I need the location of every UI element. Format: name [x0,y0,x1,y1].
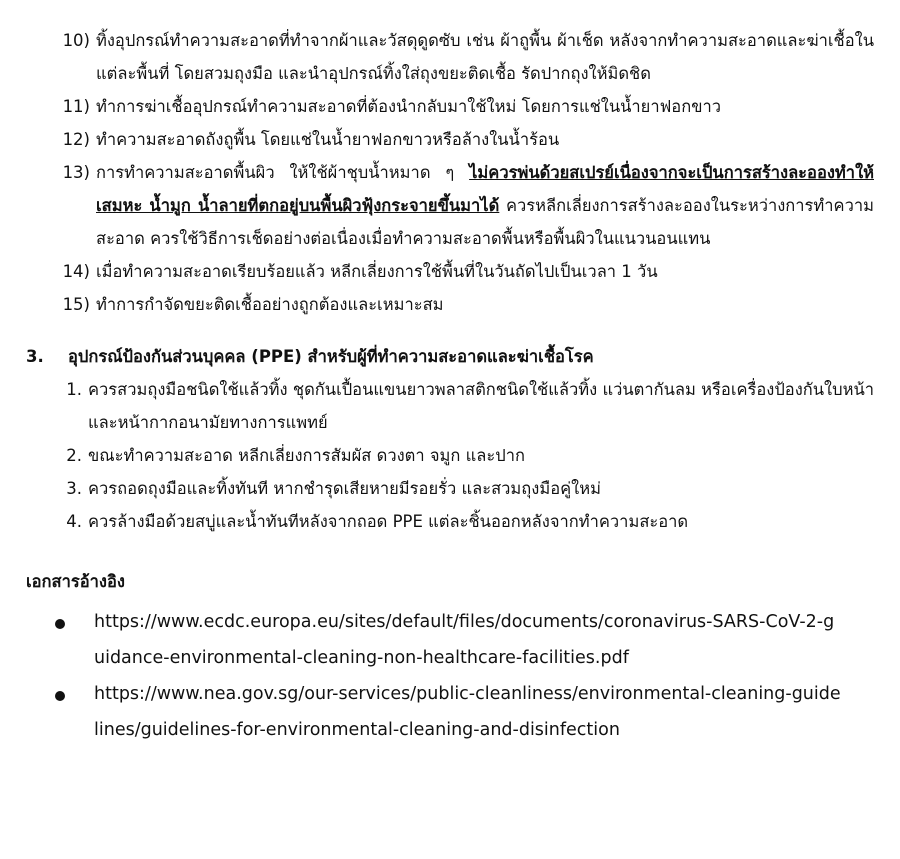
list-item [26,505,874,538]
list-item [26,472,874,505]
references-heading: เอกสารอ้างอิง [26,572,125,591]
item-number: 12) [62,130,90,149]
item-number: 2. [66,446,82,465]
item-text-rest: ควรหลีกเลี่ยงการสร้างละอองในระหว่างการทำความสะอาด ควรใช้วิธีการเช็ดอย่างต่อเนื่องเมื่อทำความสะอาดพื้นหรือพื้นผิวในแนวนอนแทน [96,196,875,248]
item-text: ทำการฆ่าเชื้ออุปกรณ์ทำความสะอาดที่ต้องนำกลับมาใช้ใหม่ โดยการแช่ในน้ำยาฟอกขาว [96,97,722,116]
list-item [26,90,874,123]
list-item [26,373,874,439]
item-number: 10) [62,31,90,50]
item-text: ขณะทำความสะอาด หลีกเลี่ยงการสัมผัส ดวงตา จมูก และปาก [88,446,525,465]
list-item [26,24,874,90]
section-heading [26,340,874,373]
list-item [26,288,874,321]
item-text: ทำการกำจัดขยะติดเชื้ออย่างถูกต้องและเหมาะสม [96,295,444,314]
list-item [26,439,874,472]
bullet-icon [26,676,94,748]
list-item [26,123,874,156]
list-item [26,255,874,288]
item-text: ควรสวมถุงมือชนิดใช้แล้วทิ้ง ชุดกันเปื้อนแขนยาวพลาสติกชนิดใช้แล้วทิ้ง แว่นตากันลม หรือเครื่องป้องกันใบหน้า และหน้ากากอนามัยทางการแพทย์ [88,380,874,432]
reference-item [26,676,874,748]
emphasized-warning: ไม่ควรพ่นด้วยสเปรย์เนื่องจากจะเป็นการสร้างละอองทำให้เสมหะ น้ำมูก น้ำลายที่ตกอยู่บนพื้นผิวฟุ้งกระจายขึ้นมาได้ [96,163,874,215]
item-number: 3. [66,479,82,498]
references-list [26,604,874,748]
item-text: เมื่อทำความสะอาดเรียบร้อยแล้ว หลีกเลี่ยงการใช้พื้นที่ในวันถัดไปเป็นเวลา 1 วัน [96,262,658,281]
bullet-icon [26,604,94,676]
item-number: 1. [66,380,82,399]
item-number: 14) [62,262,90,281]
ppe-list [26,373,874,538]
cleaning-steps-list [26,24,874,321]
item-text: ควรล้างมือด้วยสบู่และน้ำทันทีหลังจากถอด PPE แต่ละชิ้นออกหลังจากทำความสะอาด [88,512,689,531]
reference-url: https://www.ecdc.europa.eu/sites/default/files/documents/coronavirus-SARS-CoV-2-guidance-environmental-cleaning-non-healthcare-facilities.pdf [94,612,835,668]
reference-item [26,604,874,676]
item-number: 11) [62,97,90,116]
item-text [96,156,874,255]
item-text: ควรถอดถุงมือและทิ้งทันที หากชำรุดเสียหายมีรอยรั่ว และสวมถุงมือคู่ใหม่ [88,479,601,498]
list-item [26,156,874,255]
item-number: 13) [62,163,90,182]
item-number: 15) [62,295,90,314]
item-number: 4. [66,512,82,531]
reference-url: https://www.nea.gov.sg/our-services/public-cleanliness/environmental-cleaning-guidelines/guidelines-for-environmental-cleaning-and-disinfection [94,684,841,740]
section-number: 3. [26,347,44,366]
section-title: อุปกรณ์ป้องกันส่วนบุคคล (PPE) สำหรับผู้ที่ทำความสะอาดและฆ่าเชื้อโรค [68,347,594,366]
item-text: ทิ้งอุปกรณ์ทำความสะอาดที่ทำจากผ้าและวัสดุดูดซับ เช่น ผ้าถูพื้น ผ้าเช็ด หลังจากทำความสะอาดและฆ่าเชื้อในแต่ละพื้นที่ โดยสวมถุงมือ และนำอุปกรณ์ทิ้งใส่ถุงขยะติดเชื้อ รัดปากถุงให้มิดชิด [96,31,874,83]
item-text-intro: การทำความสะอาดพื้นผิว ให้ใช้ผ้าชุบน้ำหมาด ๆ [96,163,470,182]
item-text: ทำความสะอาดถังถูพื้น โดยแช่ในน้ำยาฟอกขาวหรือล้างในน้ำร้อน [96,130,560,149]
